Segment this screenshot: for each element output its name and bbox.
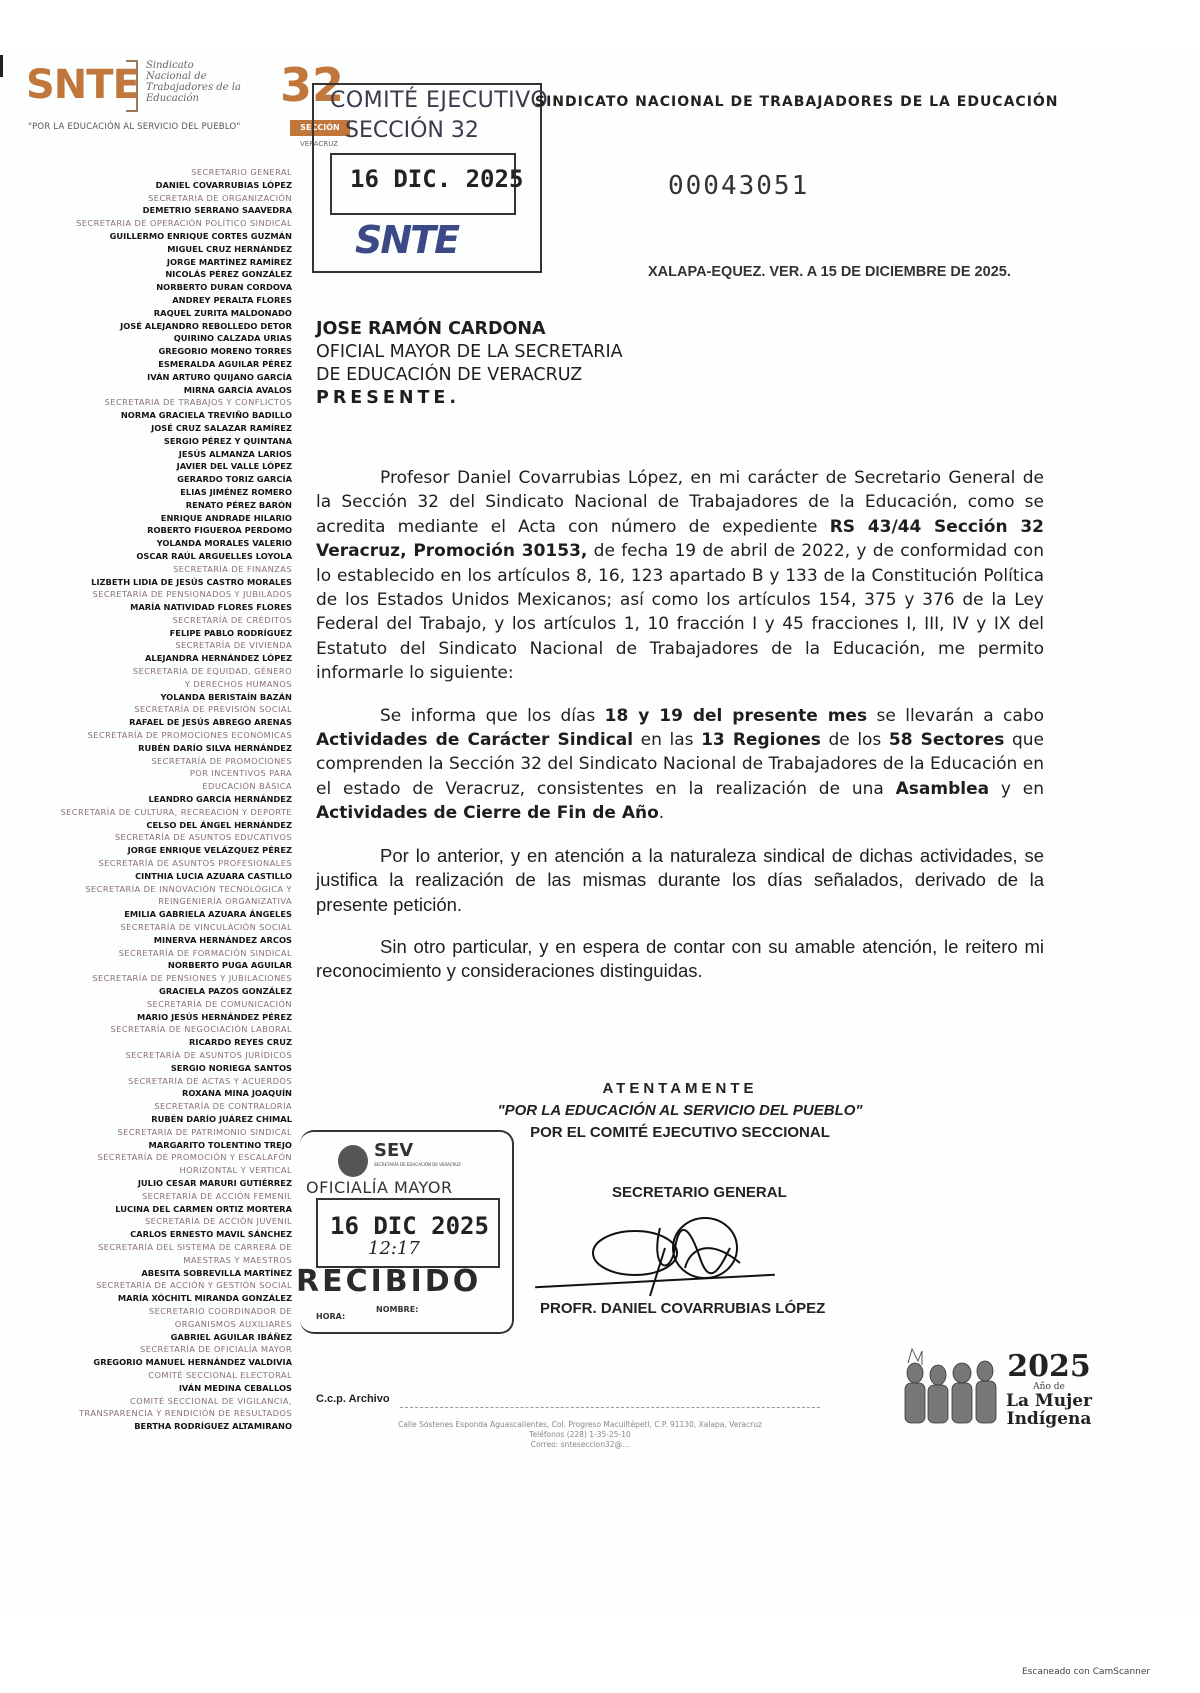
directory-member: YOLANDA BERISTAÍN BAZÁN: [160, 691, 292, 702]
indigenous-women-illustration-icon: [900, 1345, 1000, 1425]
directory-role: SECRETARÍA DE FINANZAS: [173, 563, 292, 574]
executive-committee-directory: [0, 166, 292, 1433]
directory-member: GRACIELA PAZOS GONZÁLEZ: [159, 986, 292, 996]
body-paragraph-2: [316, 704, 1044, 826]
directory-member: LUCINA DEL CARMEN ORTIZ MORTERA: [115, 1203, 292, 1214]
directory-member: NORBERTO DURAN CORDOVA: [156, 282, 292, 293]
committee-stamp-logo: SNTE: [355, 218, 459, 262]
logo-text-line: Educación: [146, 93, 199, 104]
directory-member: MIRNA GARCÍA AVALOS: [183, 384, 292, 395]
body-text: en las: [633, 730, 702, 751]
committee-stamp-line1: COMITÉ EJECUTIVO: [330, 88, 549, 113]
directory-member: RAQUEL ZURITA MALDONADO: [153, 307, 292, 318]
emphasis-text: Asamblea: [895, 778, 990, 799]
directory-role: SECRETARÍA DE OFICIALÍA MAYOR: [140, 1344, 292, 1355]
directory-member: MARGARITO TOLENTINO TREJO: [148, 1139, 292, 1150]
directory-role: MAESTRAS Y MAESTROS: [183, 1254, 292, 1265]
year-subtitle: Año de: [1033, 1382, 1065, 1392]
directory-member: GREGORIO MORENO TORRES: [158, 346, 292, 357]
directory-member: JORGE ENRIQUE VELÁZQUEZ PÉREZ: [127, 845, 292, 856]
directory-member: LIZBETH LIDIA DE JESÚS CASTRO MORALES: [91, 576, 292, 587]
directory-role: SECRETARIO COORDINADOR DE: [148, 1305, 292, 1316]
folio-number: 00043051: [668, 171, 810, 201]
emphasis-text: 58 Sectores: [888, 730, 1005, 751]
directory-role: SECRETARÍA DE CONTRALORÍA: [154, 1101, 292, 1112]
recipient-name: JOSE RAMÓN CARDONA: [316, 319, 546, 339]
directory-role: SECRETARÍA DE ACCIÓN JUVENIL: [144, 1216, 292, 1227]
year-line2: Indígena: [1006, 1409, 1092, 1429]
footer-email: Correo: snteseccion32@...: [530, 1440, 630, 1449]
directory-member: JULIO CESAR MARURI GUTIÉRREZ: [137, 1177, 292, 1188]
body-text: de los: [820, 730, 889, 751]
directory-role: COMITÉ SECCIONAL DE VIGILANCIA,: [129, 1395, 292, 1406]
directory-role: SECRETARÍA DE PREVISIÓN SOCIAL: [134, 704, 292, 715]
committee-stamp-line2: SECCIÓN 32: [345, 118, 479, 143]
state-seal-icon: [338, 1145, 368, 1177]
emphasis-text: Actividades de Carácter Sindical: [316, 730, 634, 751]
directory-member: RAFAEL DE JESÚS ABREGO ARENAS: [129, 717, 292, 728]
directory-member: IVÁN ARTURO QUIJANO GARCÍA: [147, 371, 292, 382]
directory-role: SECRETARÍA DE ASUNTOS JURÍDICOS: [125, 1049, 292, 1060]
logo-text-line: Trabajadores de la: [146, 82, 241, 93]
emphasis-text: 18 y 19 del presente mes: [604, 705, 868, 726]
section-number-logo: 32: [280, 58, 345, 112]
signer-name: PROFR. DANIEL COVARRUBIAS LÓPEZ: [540, 1300, 826, 1317]
directory-role: SECRETARÍA DE COMUNICACIÓN: [146, 998, 292, 1009]
directory-role: SECRETARÍA DE ASUNTOS EDUCATIVOS: [114, 832, 292, 843]
organization-title: SINDICATO NACIONAL DE TRABAJADORES DE LA EDUCACIÓN: [535, 94, 1059, 110]
section-state: VERACRUZ: [300, 140, 339, 148]
emphasis-text: RS 43/44 Sección 32 Veracruz, Promoción 30153,: [316, 516, 1044, 562]
directory-role: EDUCACIÓN BÁSICA: [202, 781, 292, 792]
directory-member: JAVIER DEL VALLE LÓPEZ: [176, 461, 292, 472]
logo-text-line: Sindicato: [146, 60, 194, 71]
footer-phone: Teléfonos (228) 1-35-25-10: [529, 1430, 631, 1439]
directory-member: FELIPE PABLO RODRÍGUEZ: [169, 627, 292, 638]
snte-logo-text: [146, 60, 276, 104]
scanner-watermark: Escaneado con CamScanner: [1022, 1667, 1151, 1677]
body-text: de fecha 19 de abril de 2022, y de conformidad con lo establecido en los artículos 8, 16, 123 apartado B y 133 de la Constitución Política de los Estados Unidos Mexicanos; así como los artículos 154, 375 y 376 de la Ley Federal del Trabajo, y los artículos 1, 10 fracción I y 45 fracciones I, III, IV y IX del Estatuto del Sindicato Nacional de Trabajadores de la Educación, me permito informarle lo siguiente:: [316, 541, 1044, 684]
directory-member: GUILLERMO ENRIQUE CORTES GUZMÁN: [109, 230, 292, 241]
emphasis-text: 13 Regiones: [701, 730, 821, 751]
body-paragraph-4: Sin otro particular, y en espera de contar con su amable atención, le reitero mi reconocimiento y consideraciones distinguidas.: [316, 935, 1044, 982]
sev-subtitle: SECRETARÍA DE EDUCACIÓN DE VERACRUZ: [374, 1162, 461, 1167]
year-badge: [1006, 1349, 1092, 1429]
scan-edge-mark: [0, 55, 3, 77]
directory-member: ROBERTO FIGUEROA PERDOMO: [147, 525, 292, 536]
snte-logo: SNTE: [26, 62, 139, 108]
directory-member: MARIO JESÚS HERNÁNDEZ PÉREZ: [136, 1011, 292, 1022]
directory-role: SECRETARÍA DE PROMOCIONES ECONÓMICAS: [87, 730, 292, 741]
directory-role: SECRETARÍA DE VIVIENDA: [175, 640, 292, 651]
closing-atentamente: ATENTAMENTE: [602, 1080, 758, 1097]
directory-member: NORBERTO PUGA AGUILAR: [167, 960, 292, 971]
directory-role: Y DERECHOS HUMANOS: [184, 678, 292, 689]
closing-committee: POR EL COMITÉ EJECUTIVO SECCIONAL: [530, 1124, 830, 1141]
directory-member: ESMERALDA AGUILAR PÉREZ: [158, 358, 292, 369]
directory-role: SECRETARÍA DE EQUIDAD, GÉNERO: [132, 666, 292, 677]
body-paragraph-3: Por lo anterior, y en atención a la naturaleza sindical de dichas actividades, se justifica la realización de las mismas durante los días señalados, derivado de la presente petición.: [316, 844, 1044, 915]
year-line1: La Mujer: [1006, 1391, 1092, 1411]
directory-member: GERARDO TORIZ GARCÍA: [177, 474, 292, 485]
directory-role: SECRETARÍA DE CULTURA, RECREACIÓN Y DEPORTE: [60, 806, 292, 817]
directory-member: BERTHA RODRÍGUEZ ALTAMIRANO: [134, 1421, 292, 1432]
recipient-block: [316, 318, 623, 410]
directory-member: DEMETRIO SERRANO SAAVEDRA: [142, 205, 292, 216]
directory-member: GABRIEL AGUILAR IBÁÑEZ: [170, 1331, 292, 1342]
directory-role: COMITÉ SECCIONAL ELECTORAL: [148, 1369, 292, 1380]
body-text: .: [658, 803, 665, 824]
recipient-presente: PRESENTE.: [316, 388, 460, 408]
directory-member: JESÚS ALMANZA LARIOS: [178, 448, 292, 459]
directory-member: ENRIQUE ANDRADE HILARIO: [160, 512, 292, 523]
received-stamp-date: 16 DIC 2025: [330, 1212, 489, 1240]
directory-member: MARÍA NATIVIDAD FLORES FLORES: [130, 602, 292, 613]
directory-role: SECRETARÍA DE PROMOCIÓN Y ESCALAFÓN: [97, 1152, 292, 1163]
body-text: Profesor Daniel Covarrubias López, en mi carácter de Secretario General de la Sección 32 del Sindicato Nacional de Trabajadores de la Educación, como se acredita mediante el Acta con número de expediente: [316, 468, 1044, 537]
signer-role: SECRETARIO GENERAL: [612, 1184, 787, 1201]
directory-member: JORGE MARTÍNEZ RAMÍREZ: [166, 256, 292, 267]
footer-divider: [400, 1407, 820, 1408]
recipient-title: OFICIAL MAYOR DE LA SECRETARIA: [316, 342, 623, 362]
footer-contact: [300, 1420, 860, 1450]
directory-member: MARÍA XÓCHITL MIRANDA GONZÁLEZ: [117, 1293, 292, 1304]
directory-role: SECRETARÍA DE VINCULACIÓN SOCIAL: [120, 922, 292, 933]
directory-member: LEANDRO GARCÍA HERNÁNDEZ: [148, 794, 292, 805]
directory-member: GREGORIO MANUEL HERNÁNDEZ VALDIVIA: [93, 1357, 292, 1368]
directory-member: ELIAS JIMÉNEZ ROMERO: [180, 486, 292, 497]
received-stamp-hora-label: HORA:: [316, 1312, 346, 1321]
directory-member: SERGIO NORIEGA SANTOS: [170, 1062, 292, 1073]
directory-member: CINTHIA LUCIA AZUARA CASTILLO: [135, 870, 292, 881]
received-stamp-status: RECIBIDO: [296, 1264, 482, 1299]
directory-role: SECRETARÍA DE PROMOCIONES: [151, 755, 292, 766]
logo-text-line: Nacional de: [146, 71, 207, 82]
directory-role: SECRETARÍA DE NEGOCIACIÓN LABORAL: [110, 1024, 292, 1035]
sev-logo: SEV: [374, 1140, 414, 1161]
directory-member: ABESITA SOBREVILLA MARTÍNEZ: [141, 1267, 292, 1278]
received-stamp-time: 12:17: [368, 1238, 420, 1259]
directory-member: MINERVA HERNÁNDEZ ARCOS: [153, 934, 292, 945]
place-and-date: XALAPA-EQUEZ. VER. A 15 DE DICIEMBRE DE 2025.: [648, 264, 1011, 280]
directory-role: POR INCENTIVOS PARA: [189, 768, 292, 779]
directory-role: SECRETARIO GENERAL: [191, 167, 292, 177]
directory-member: JOSÉ CRUZ SALAZAR RAMÍREZ: [151, 422, 292, 433]
directory-member: ALEJANDRA HERNÁNDEZ LÓPEZ: [145, 653, 292, 664]
directory-role: SECRETARÍA DE ASUNTOS PROFESIONALES: [98, 858, 292, 869]
directory-role: SECRETARÍA DEL SISTEMA DE CARRERA DE: [98, 1241, 292, 1252]
signature-icon: [590, 1208, 770, 1298]
directory-member: MIGUEL CRUZ HERNÁNDEZ: [167, 243, 292, 254]
directory-role: SECRETARÍA DE ACCIÓN FEMENIL: [141, 1190, 292, 1201]
letter-body: [316, 466, 1044, 1002]
directory-role: SECRETARÍA DE ACTAS Y ACUERDOS: [128, 1075, 292, 1086]
directory-role: SECRETARÍA DE PATRIMONIO SINDICAL: [117, 1126, 292, 1137]
directory-member: QUIRINO CALZADA URIAS: [173, 333, 292, 344]
directory-member: EMILIA GABRIELA AZUARA ÁNGELES: [124, 909, 292, 920]
year-number: 2025: [1007, 1349, 1091, 1384]
directory-member: YOLANDA MORALES VALERIO: [156, 538, 292, 549]
directory-member: CARLOS ERNESTO MAVIL SÁNCHEZ: [130, 1229, 292, 1240]
footer-address: Calle Sóstenes Esponda Aguascalientes, Col. Progreso Macuiltépetl, C.P. 91130, Xalapa, Veracruz: [398, 1420, 762, 1429]
directory-member: OSCAR RAÚL ARGUELLES LOYOLA: [136, 550, 292, 561]
directory-member: NICOLÁS PÉREZ GONZÁLEZ: [165, 269, 292, 280]
directory-member: ANDREY PERALTA FLORES: [172, 294, 292, 305]
directory-role: SECRETARÍA DE PENSIONADOS Y JUBILADOS: [92, 589, 292, 600]
body-text: se llevarán a cabo: [867, 705, 1044, 726]
body-text: Se informa que los días: [380, 705, 605, 726]
directory-role: SECRETARÍA DE INNOVACIÓN TECNOLÓGICA Y: [85, 883, 292, 894]
emphasis-text: Actividades de Cierre de Fin de Año: [316, 803, 659, 824]
recipient-title: DE EDUCACIÓN DE VERACRUZ: [316, 365, 583, 385]
directory-member: RUBÉN DARÍO SILVA HERNÁNDEZ: [138, 742, 292, 753]
directory-role: SECRETARIA DE OPERACIÓN POLÍTICO SINDICAL: [76, 218, 292, 229]
section-badge: SECCIÓN: [290, 120, 350, 136]
directory-role: SECRETARÍA DE FORMACIÓN SINDICAL: [118, 947, 292, 958]
letterhead-motto: "POR LA EDUCACIÓN AL SERVICIO DEL PUEBLO": [28, 122, 241, 132]
body-paragraph-1: [316, 466, 1044, 686]
received-stamp-office: OFICIALÍA MAYOR: [306, 1178, 453, 1197]
directory-role: REINGENIERÍA ORGANIZATIVA: [158, 896, 292, 907]
directory-role: HORIZONTAL Y VERTICAL: [179, 1165, 292, 1176]
directory-member: SERGIO PÉREZ Y QUINTANA: [163, 435, 292, 446]
closing-motto: "POR LA EDUCACIÓN AL SERVICIO DEL PUEBLO": [497, 1102, 863, 1119]
directory-role: SECRETARÍA DE CRÉDITOS: [172, 614, 292, 625]
snte-logo-bracket: [126, 60, 138, 112]
directory-member: DANIEL COVARRUBIAS LÓPEZ: [155, 179, 292, 190]
carbon-copy: C.c.p. Archivo: [316, 1393, 390, 1405]
directory-role: SECRETARIA DE ORGANIZACIÓN: [148, 192, 292, 203]
directory-role: TRANSPARENCIA Y RENDICIÓN DE RESULTADOS: [79, 1408, 292, 1419]
directory-member: RICARDO REYES CRUZ: [188, 1037, 292, 1048]
directory-role: SECRETARÍA DE PENSIONES Y JUBILACIONES: [92, 973, 292, 984]
directory-member: RUBÉN DARÍO JUÁREZ CHIMAL: [151, 1113, 292, 1124]
directory-member: JOSÉ ALEJANDRO REBOLLEDO DETOR: [120, 320, 292, 331]
directory-member: CELSO DEL ÁNGEL HERNÁNDEZ: [146, 819, 292, 830]
received-stamp-nombre-label: NOMBRE:: [376, 1305, 419, 1314]
closing-block: [480, 1078, 880, 1144]
directory-member: NORMA GRACIELA TREVIÑO BADILLO: [120, 410, 292, 421]
directory-role: SECRETARIA DE TRABAJOS Y CONFLICTOS: [104, 397, 292, 408]
body-text: y en: [989, 778, 1044, 799]
scan-top-margin: [0, 0, 1200, 50]
directory-member: RENATO PÉREZ BARÓN: [185, 499, 292, 510]
body-text: que comprenden la Sección 32 del Sindicato Nacional de Trabajadores de la Educación en el estado de Veracruz, consistentes en la realización de una: [316, 730, 1044, 799]
directory-role: ORGANISMOS AUXILIARES: [174, 1318, 292, 1329]
committee-stamp-date: 16 DIC. 2025: [350, 165, 524, 193]
directory-member: IVÁN MEDINA CEBALLOS: [178, 1382, 292, 1393]
directory-member: ROXANA MINA JOAQUÍN: [182, 1088, 292, 1099]
directory-role: SECRETARÍA DE ACCIÓN Y GESTIÓN SOCIAL: [96, 1280, 292, 1291]
